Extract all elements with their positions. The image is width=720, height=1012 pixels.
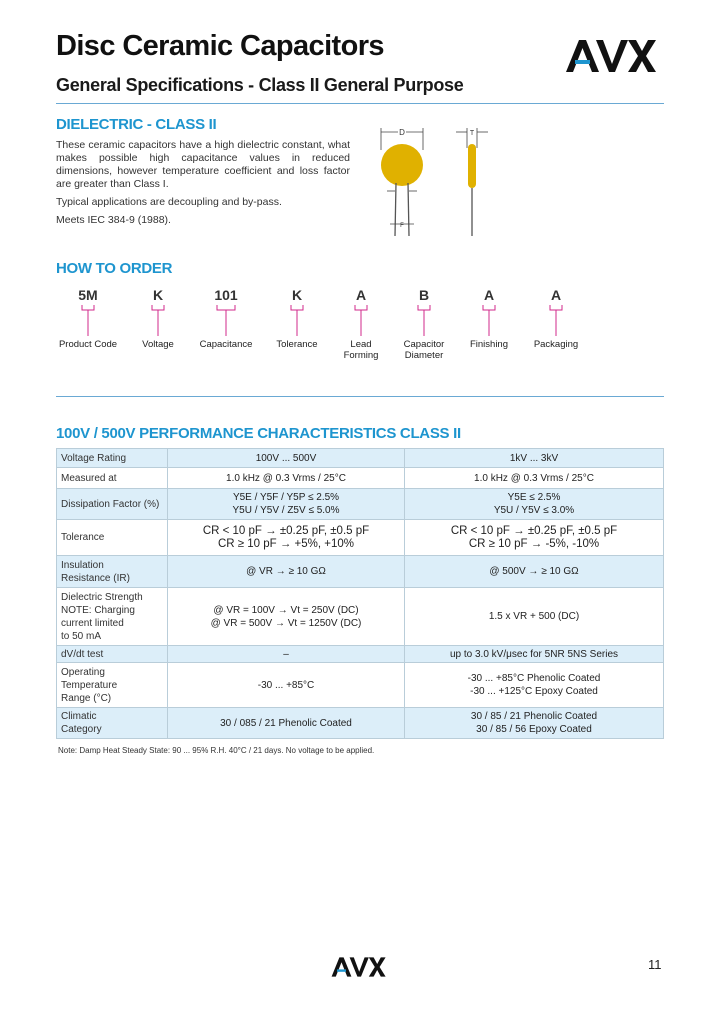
cell-line: CR < 10 pF → ±0.25 pF, ±0.5 pF [450,524,618,537]
cell-line: -30 ... +85°C [257,679,315,691]
cell-line: 100V ... 500V [255,452,317,464]
order-label-diameter [404,339,445,361]
row-label: Climatic Category [57,708,168,739]
order-label-lead-forming [344,339,379,361]
cell-line: Y5E ≤ 2.5% [507,492,561,503]
cell-line: @ 500V → ≥ 10 GΩ [489,566,579,577]
cell-line: up to 3.0 kV/μsec for 5NR 5NS Series [449,648,619,660]
table-row [57,663,664,708]
order-label-text: Voltage [142,339,174,350]
section-rule [56,396,664,397]
footnote: Note: Damp Heat Steady State: 90 ... 95% R.H. 40°C / 21 days. No voltage to be applied. [58,746,375,755]
cell-100-500v [168,588,405,646]
cell-line: 1.0 kHz @ 0.3 Vrms / 25°C [226,472,346,484]
cell-1k-3kv [405,449,664,468]
cell-100-500v [168,708,405,739]
cell-line: 1kV ... 3kV [509,452,559,464]
cell-100-500v [168,663,405,708]
dielectric-paragraph: Typical applications are decoupling and by-pass. [56,196,282,208]
cell-line: @ VR = 500V → Vt = 1250V (DC) [210,617,362,629]
cell-1k-3kv [405,520,664,556]
table-row [57,588,664,646]
dielectric-paragraph: Meets IEC 384-9 (1988). [56,214,171,226]
order-code-diameter: B [418,287,430,303]
table-row [57,449,664,468]
cell-100-500v [168,646,405,663]
dielectric-heading: DIELECTRIC - CLASS II [56,116,217,133]
row-label: Measured at [57,468,168,489]
row-label: Insulation Resistance (IR) [57,556,168,588]
table-row [57,646,664,663]
order-label-voltage [142,339,174,350]
cell-1k-3kv [405,489,664,520]
order-connectors [0,0,720,360]
cell-1k-3kv [405,588,664,646]
cell-line: 30 / 85 / 21 Phenolic Coated [470,711,598,722]
row-label: Dielectric Strength NOTE: Charging current limited to 50 mA [57,588,168,646]
how-to-order-heading: HOW TO ORDER [56,260,173,277]
cell-1k-3kv [405,646,664,663]
cell-line: -30 ... +125°C Epoxy Coated [470,686,598,697]
order-label-text: Capacitance [199,339,253,350]
cell-line: @ VR → ≥ 10 GΩ [246,566,326,577]
cell-line: Y5U / Y5V ≤ 3.0% [493,505,575,516]
cell-line: Y5U / Y5V / Z5V ≤ 5.0% [232,505,340,516]
cell-line: 1.0 kHz @ 0.3 Vrms / 25°C [474,472,594,484]
cell-100-500v [168,468,405,489]
order-code-capacitance: 101 [214,287,238,303]
table-row [57,468,664,489]
performance-table [56,448,664,739]
order-label-finishing [470,339,508,350]
order-code-packaging: A [550,287,562,303]
cell-line: CR < 10 pF → ±0.25 pF, ±0.5 pF [202,524,370,537]
row-label: dV/dt test [57,646,168,663]
order-code-tolerance: K [291,287,303,303]
order-label-capacitance [200,339,253,350]
order-code-product: 5M [78,287,98,303]
cell-line: 30 / 85 / 56 Epoxy Coated [476,724,592,735]
cell-line: CR ≥ 10 pF → +5%, +10% [217,537,355,550]
order-label-text: Capacitor Diameter [403,339,445,361]
order-label-text: Packaging [533,339,579,350]
order-label-text: Finishing [469,339,509,350]
row-label: Dissipation Factor (%) [57,489,168,520]
performance-heading: 100V / 500V PERFORMANCE CHARACTERISTICS CLASS II [56,425,461,442]
cell-line: CR ≥ 10 pF → -5%, -10% [468,537,600,550]
cell-line: Y5E / Y5F / Y5P ≤ 2.5% [232,492,340,503]
avx-footer-logo [330,955,392,979]
row-label: Operating Temperature Range (°C) [57,663,168,708]
row-label: Voltage Rating [57,449,168,468]
cell-100-500v [168,520,405,556]
cell-line: -30 ... +85°C Phenolic Coated [467,673,601,684]
table-row [57,489,664,520]
cell-100-500v [168,489,405,520]
cell-line: 1.5 x VR + 500 (DC) [488,611,580,622]
order-label-tolerance [276,339,317,350]
order-code-voltage: K [152,287,164,303]
order-label-product [59,339,117,350]
order-label-text: Lead Forming [343,339,379,361]
table-row [57,708,664,739]
cell-100-500v [168,556,405,588]
dimension-f-label: F [400,223,404,229]
cell-1k-3kv [405,468,664,489]
page-number: 11 [648,957,662,972]
table-row [57,520,664,556]
page-subtitle: General Specifications - Class II General Purpose [56,75,464,95]
dimension-d-label: D [399,128,405,137]
order-code-finishing: A [483,287,495,303]
order-code-lead-forming: A [355,287,367,303]
page-title: Disc Ceramic Capacitors [56,30,384,62]
cell-1k-3kv [405,663,664,708]
cell-line: – [283,648,289,660]
dielectric-paragraph: These ceramic capacitors have a high dielectric constant, what makes possible high capacitance values in reduced dimensions, however temperature coefficient and loss factor are greater than Class I. [56,139,350,190]
cell-1k-3kv [405,708,664,739]
table-row [57,556,664,588]
cell-line: 30 / 085 / 21 Phenolic Coated [220,717,352,729]
order-label-text: Product Code [58,339,118,350]
order-label-packaging [534,339,578,350]
row-label: Tolerance [57,520,168,556]
cell-line: @ VR = 100V → Vt = 250V (DC) [213,604,359,616]
dimension-t-label: T [469,130,475,137]
cell-1k-3kv [405,556,664,588]
order-label-text: Tolerance [276,339,318,350]
cell-100-500v [168,449,405,468]
